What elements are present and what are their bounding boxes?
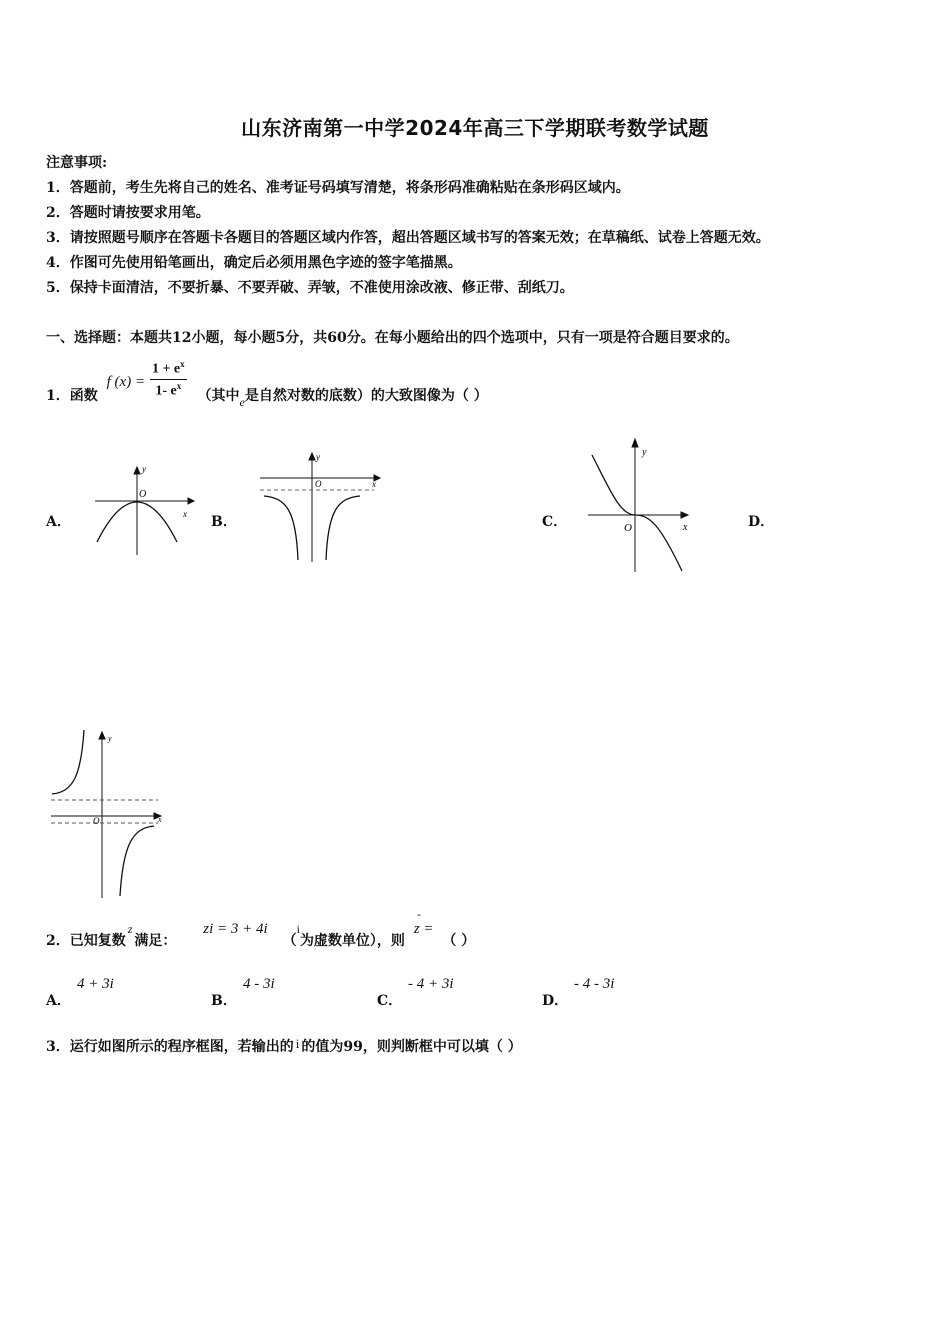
q1-graph-a bbox=[90, 460, 200, 560]
note-item-4: 4．作图可先使用铅笔画出，确定后必须用黑色字迹的签字笔描黑。 bbox=[46, 255, 462, 271]
x-label: x bbox=[683, 522, 688, 533]
origin-label: O bbox=[139, 489, 147, 500]
q1-fraction bbox=[150, 359, 187, 399]
q1-den-sup: x bbox=[176, 380, 182, 391]
q2-bar: - bbox=[416, 907, 421, 921]
q2-mid2: 为虚数单位），则 bbox=[299, 933, 405, 949]
q2-option-b-value: 4 - 3i bbox=[243, 976, 275, 992]
q2-prefix: 2．已知复数 bbox=[46, 933, 126, 949]
q1-den: 1- e bbox=[155, 383, 177, 399]
q1-option-b-label: B． bbox=[211, 514, 237, 530]
q2-zbar-wrap bbox=[413, 907, 434, 938]
x-label: x bbox=[372, 479, 376, 489]
q1-e-var: e bbox=[239, 395, 245, 410]
y-label: y bbox=[642, 447, 647, 458]
note-item-1: 1．答题前，考生先将自己的姓名、准考证号码填写清楚，将条形码准确粘贴在条形码区域内。 bbox=[46, 180, 630, 196]
q2-option-c-value: - 4 + 3i bbox=[408, 976, 454, 992]
y-axis-arrow bbox=[309, 453, 315, 460]
y-label: y bbox=[142, 464, 146, 474]
y-axis-arrow bbox=[99, 732, 105, 739]
q2-option-a-label: A． bbox=[46, 993, 71, 1009]
q2-open-paren: （ bbox=[282, 933, 297, 949]
curve bbox=[592, 455, 682, 571]
q2-option-c-label: C． bbox=[377, 993, 403, 1009]
y-axis-arrow bbox=[632, 439, 638, 447]
q2-option-d-label: D． bbox=[542, 993, 569, 1009]
curve-left bbox=[264, 496, 298, 560]
x-label: x bbox=[183, 509, 187, 519]
q1-option-c-label: C． bbox=[542, 514, 568, 530]
curve-right bbox=[120, 826, 154, 896]
q3-prefix: 3．运行如图所示的程序框图，若输出的 bbox=[46, 1039, 294, 1055]
note-item-5: 5．保持卡面清洁，不要折暴、不要弄破、弄皱，不准使用涂改液、修正带、刮纸刀。 bbox=[46, 280, 574, 296]
y-label: y bbox=[316, 452, 320, 462]
page-title: 山东济南第一中学2024年高三下学期联考数学试题 bbox=[241, 116, 709, 140]
note-item-3: 3．请按照题号顺序在答题卡各题目的答题区域内作答，超出答题区域书写的答案无效；在草稿纸、试卷上答题无效。 bbox=[46, 230, 770, 246]
section1-heading: 一、选择题：本题共12小题，每小题5分，共60分。在每小题给出的四个选项中，只有一项是符合题目要求的。 bbox=[46, 330, 739, 346]
origin-label: O bbox=[315, 479, 322, 489]
q1-graph-c bbox=[585, 435, 695, 575]
curve-left bbox=[52, 730, 84, 794]
q2-option-d-value: - 4 - 3i bbox=[574, 976, 615, 992]
notes-heading: 注意事项: bbox=[46, 155, 108, 171]
origin-label: O bbox=[93, 816, 100, 826]
q3-i-var: i bbox=[295, 1036, 300, 1051]
q1-graph-b bbox=[256, 450, 386, 565]
q1-graph-d bbox=[48, 726, 168, 901]
q2-z: z bbox=[127, 922, 133, 936]
question-3 bbox=[46, 1036, 522, 1056]
x-axis-arrow bbox=[188, 498, 194, 504]
y-axis-arrow bbox=[134, 467, 140, 474]
q1-mid-a: （其中 bbox=[197, 388, 240, 405]
q2-equation: zi = 3 + 4i bbox=[203, 921, 268, 937]
q1-option-d-label: D． bbox=[748, 514, 775, 530]
q2-option-a-value: 4 + 3i bbox=[77, 976, 114, 992]
curve-right bbox=[326, 496, 360, 560]
q2-i-var: i bbox=[296, 922, 300, 936]
question-1 bbox=[46, 356, 488, 410]
q2-option-b-label: B． bbox=[211, 993, 237, 1009]
q2-zbar: z = bbox=[413, 921, 434, 937]
q1-option-a-label: A． bbox=[46, 514, 71, 530]
note-item-2: 2．答题时请按要求用笔。 bbox=[46, 205, 210, 221]
q1-prefix: 1．函数 bbox=[46, 388, 98, 405]
question-2 bbox=[46, 907, 476, 949]
x-axis-arrow bbox=[681, 512, 688, 518]
origin-label: O bbox=[624, 522, 632, 534]
q2-suffix: （ ） bbox=[442, 933, 476, 949]
x-label: x bbox=[158, 815, 162, 824]
q2-mid: 满足： bbox=[134, 933, 177, 949]
q1-func-lhs: f (x) = bbox=[106, 374, 146, 391]
y-label: y bbox=[108, 734, 112, 743]
q1-mid-b: 是自然对数的底数）的大致图像为（ ） bbox=[244, 388, 488, 405]
q1-num: 1 + e bbox=[151, 361, 181, 377]
q3-suffix: 的值为99，则判断框中可以填（ ） bbox=[301, 1039, 522, 1055]
q1-num-sup: x bbox=[180, 359, 185, 369]
